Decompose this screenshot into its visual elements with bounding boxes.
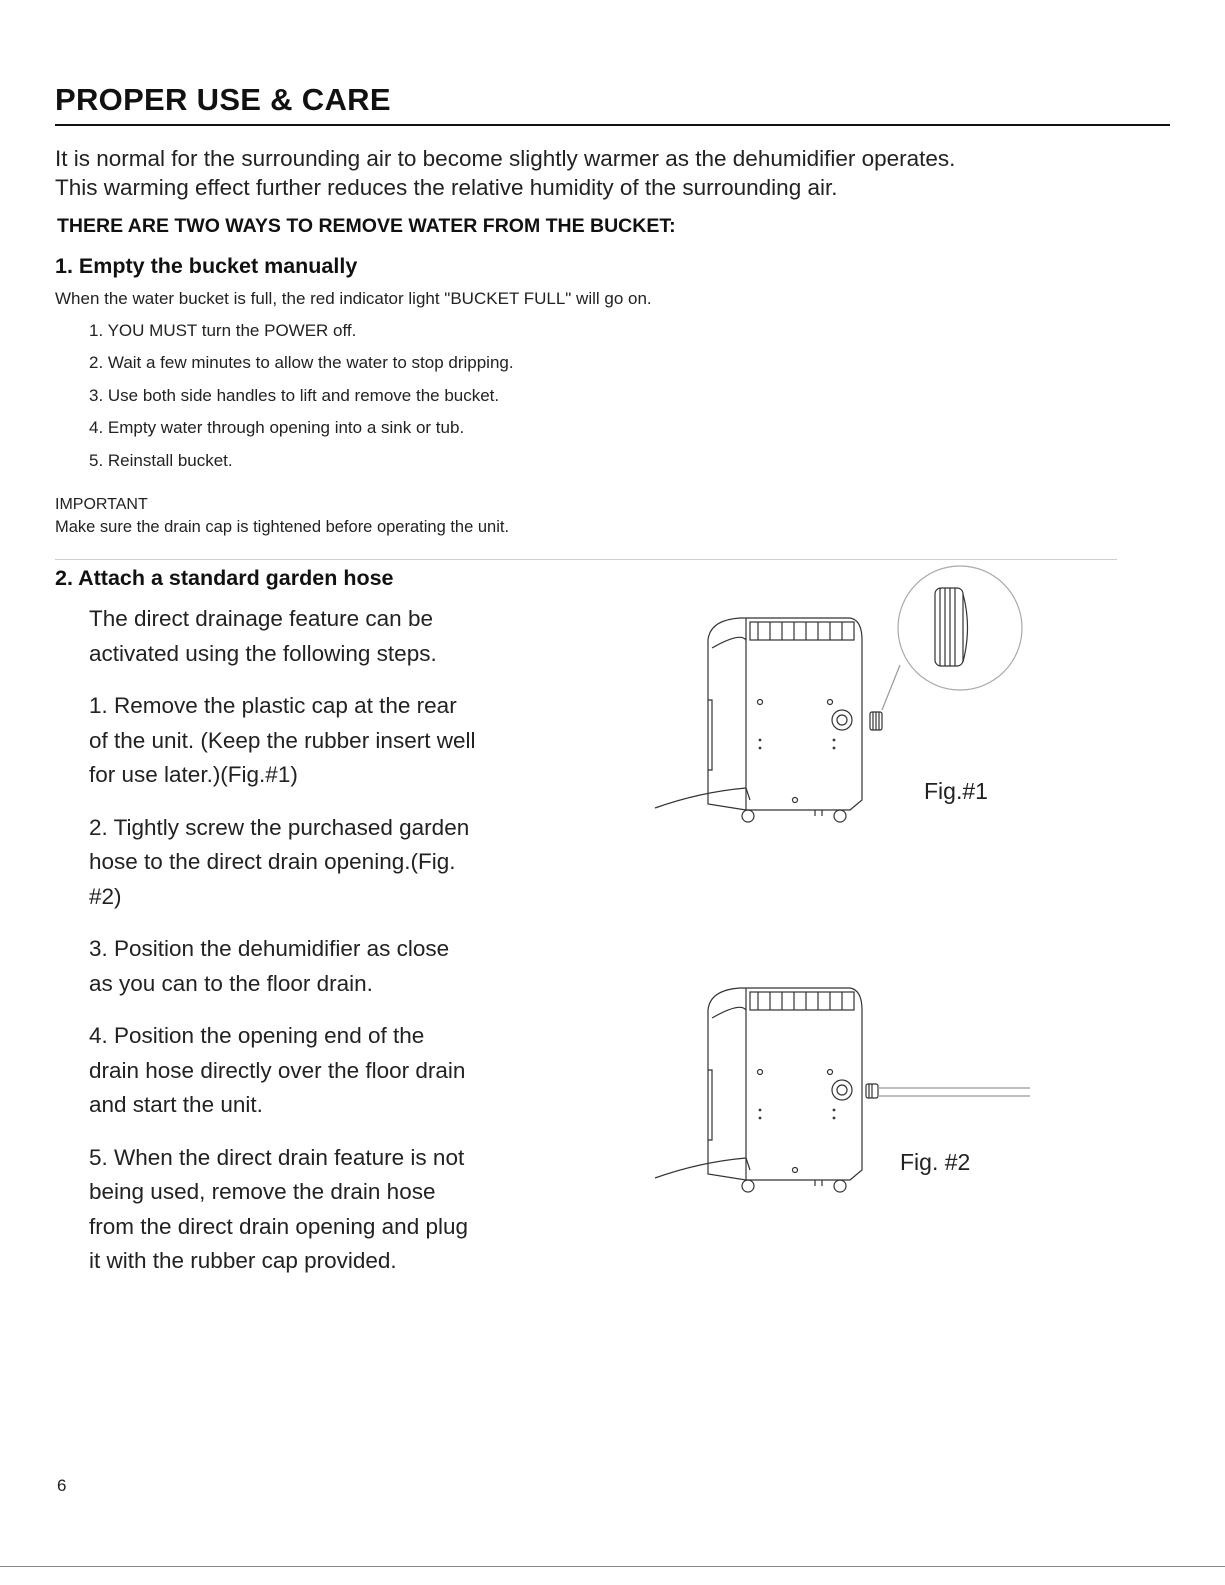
figure2-label: Fig. #2 <box>900 1149 971 1175</box>
section2-step: 3. Position the dehumidifier as close as you can to the floor drain. <box>89 936 450 996</box>
section2-step: 2. Tightly screw the purchased garden hose to the direct drain opening.(Fig. #2) <box>89 814 470 909</box>
dehumidifier-rear-cap-removed-illustration <box>650 560 1030 850</box>
section1-heading: 1. Empty the bucket manually <box>55 254 358 278</box>
section1-step: 5. Reinstall bucket. <box>89 450 233 470</box>
title-divider <box>55 124 1170 126</box>
dehumidifier-rear-hose-attached-illustration <box>650 980 1040 1200</box>
page-title: PROPER USE & CARE <box>55 82 391 117</box>
section1-steps <box>89 320 514 482</box>
section1-step: 3. Use both side handles to lift and remove the bucket. <box>89 385 500 405</box>
section2-heading: 2. Attach a standard garden hose <box>55 566 394 590</box>
important-text: Make sure the drain cap is tightened before operating the unit. <box>55 518 510 536</box>
bottom-edge-line <box>0 1566 1225 1567</box>
section2-steps <box>89 602 479 1297</box>
section2-step: 1. Remove the plastic cap at the rear of the unit. (Keep the rubber insert well for use later.)(Fig.#1) <box>89 693 476 787</box>
section1-step: 2. Wait a few minutes to allow the water to stop dripping. <box>89 353 514 373</box>
section2-step: 5. When the direct drain feature is not being used, remove the drain hose from the direct drain opening and plug it with the rubber cap provided. <box>89 1144 468 1273</box>
section1-step: 4. Empty water through opening into a sink or tub. <box>89 418 465 438</box>
section2-intro: The direct drainage feature can be activated using the following steps. <box>89 606 437 666</box>
ways-heading: THERE ARE TWO WAYS TO REMOVE WATER FROM THE BUCKET: <box>57 215 676 237</box>
intro-line-1: It is normal for the surrounding air to become slightly warmer as the dehumidifier operates. <box>55 146 956 171</box>
intro-paragraph <box>55 144 1165 202</box>
section1-step: 1. YOU MUST turn the POWER off. <box>89 321 357 340</box>
section1-intro: When the water bucket is full, the red indicator light "BUCKET FULL" will go on. <box>55 289 652 308</box>
important-label: IMPORTANT <box>55 496 148 513</box>
page-number: 6 <box>57 1476 67 1495</box>
intro-line-2: This warming effect further reduces the relative humidity of the surrounding air. <box>55 175 838 200</box>
figure1-label: Fig.#1 <box>924 778 988 804</box>
section2-step: 4. Position the opening end of the drain hose directly over the floor drain and start the unit. <box>89 1023 466 1117</box>
